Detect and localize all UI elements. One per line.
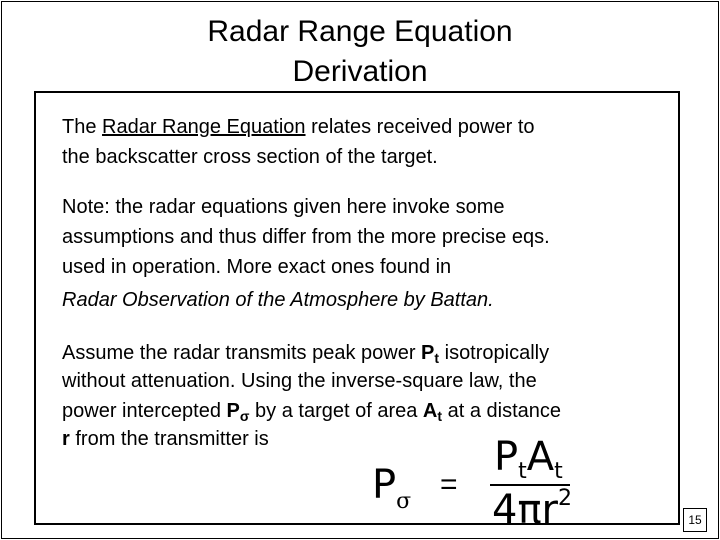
eq-den: 4πr [492,487,558,533]
equals-sign: = [440,468,458,501]
p3-l1-sub: t [434,350,440,366]
eq-lhs-P: P [372,462,397,508]
p3-l3-c: at a distance [442,400,561,422]
eq-num-A: A [526,434,555,480]
eq-num-Psub: t [518,459,527,484]
radar-range-equation-term: Radar Range Equation [102,116,306,138]
p3-l4-rest: from the transmitter is [69,428,269,450]
page-number: 15 [683,508,707,532]
p3-l3-sub: σ [239,408,250,424]
equation-numerator [494,434,563,484]
eq-lhs-sub: σ [396,489,412,514]
p3-l3-sub2: t [437,408,443,424]
p3-l3-A: A [422,400,438,422]
paragraph-2-line-3: used in operation. More exact ones found in [62,256,452,278]
title-line-2: Derivation [292,55,428,88]
p3-l1-a: Assume the radar transmits peak power [62,342,422,364]
eq-den-sup: 2 [557,486,572,511]
slide-title [0,12,720,92]
eq-num-Asub: t [554,459,563,484]
p3-l3-a: power intercepted [62,400,227,422]
paragraph-1-line-2: the backscatter cross section of the target. [62,146,438,168]
paragraph-1-line-1 [62,112,682,142]
p3-l1-P: P [421,342,435,364]
para1-prefix: The [62,116,103,138]
paragraph-2-line-4: Radar Observation of the Atmosphere by Battan. [62,289,494,311]
eq-num-P: P [494,434,519,480]
paragraph-3-line-2: without attenuation. Using the inverse-square law, the [62,370,537,392]
para1-rest: relates received power to [305,116,535,138]
paragraph-2-line-2: assumptions and thus differ from the more precise eqs. [62,226,550,248]
p3-l3-b: by a target of area [249,400,423,422]
p3-l3-P: P [226,400,240,422]
p3-l4-r: r [62,428,70,450]
title-line-1: Radar Range Equation [207,15,513,48]
equation-lhs [372,462,411,514]
paragraph-2-line-1: Note: the radar equations given here invoke some [62,196,505,218]
equation-denominator [492,486,572,533]
power-intercepted-equation [372,434,592,534]
p3-l1-b: isotropically [439,342,550,364]
